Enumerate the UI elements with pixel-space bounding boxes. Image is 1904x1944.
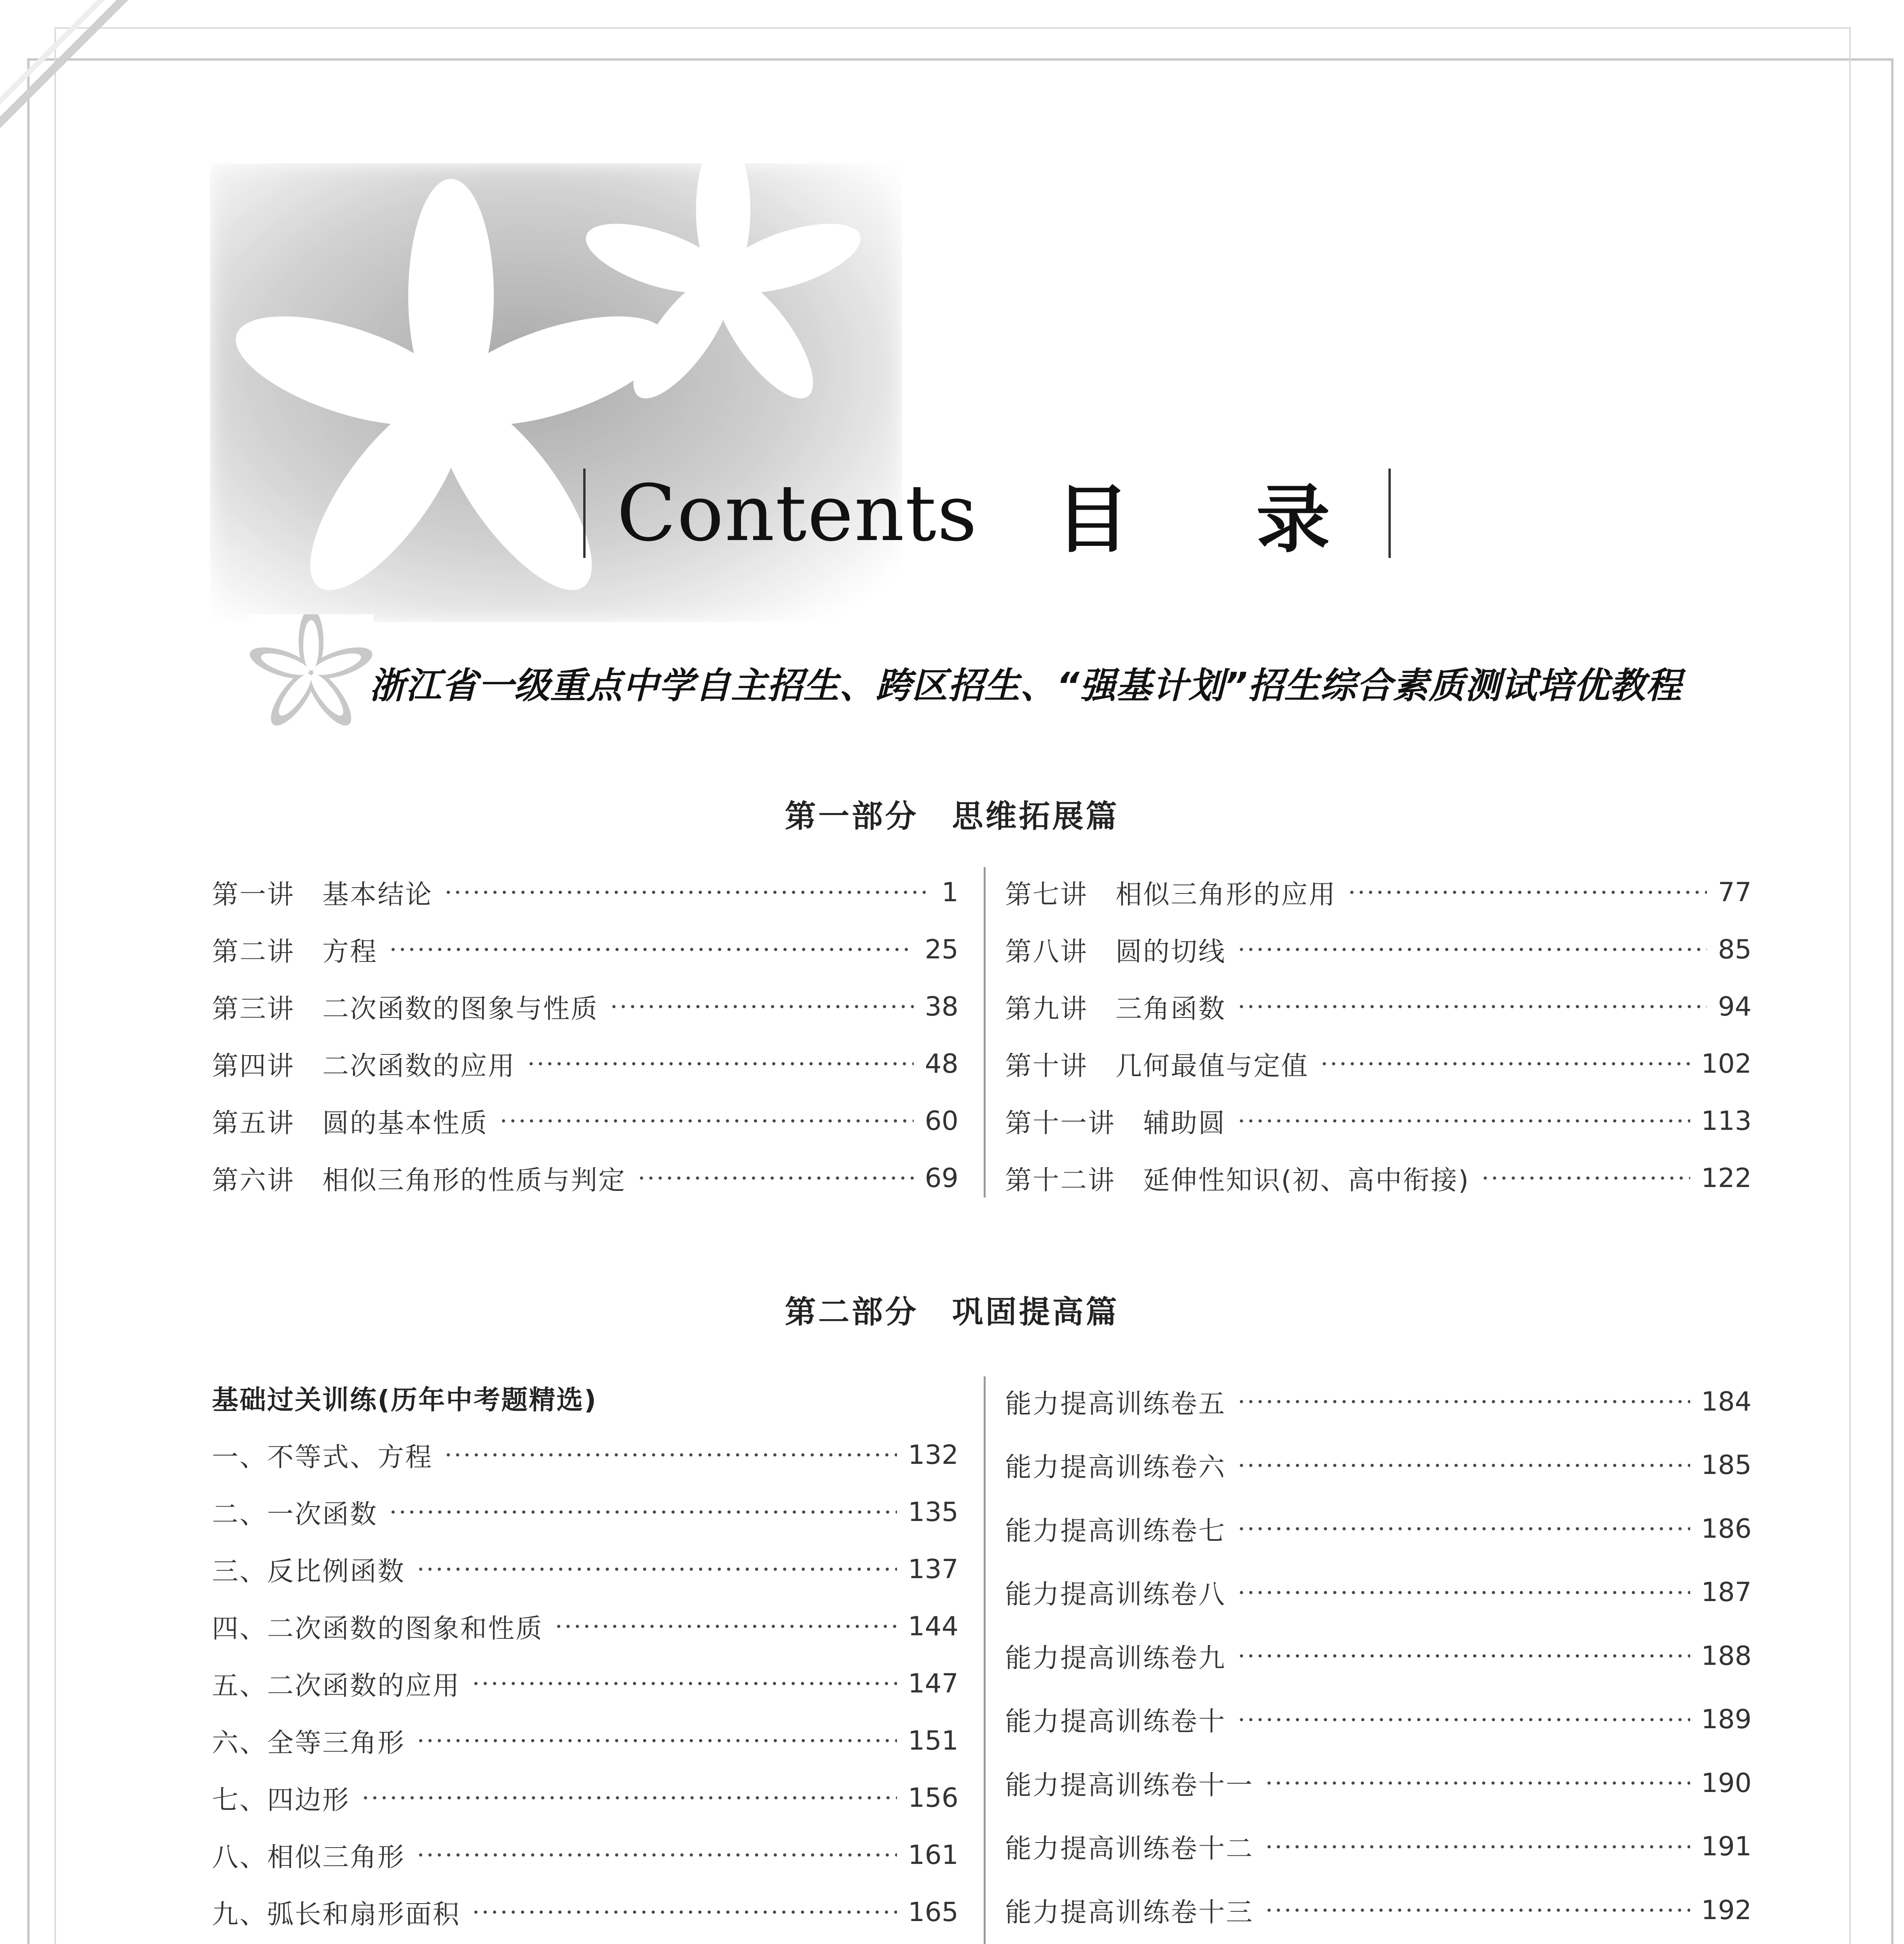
toc-page-number: 165	[908, 1897, 958, 1928]
toc-entry[interactable]	[212, 1434, 958, 1476]
toc-page-number: 85	[1718, 934, 1752, 965]
toc-leader-dots	[388, 948, 914, 951]
toc-leader-dots	[471, 1910, 897, 1914]
toc-page-number: 60	[925, 1105, 958, 1136]
toc-entry[interactable]	[1005, 1100, 1752, 1142]
toc-entry[interactable]	[212, 1548, 958, 1591]
toc-page-number: 185	[1701, 1450, 1752, 1481]
toc-entry[interactable]	[212, 1891, 958, 1934]
part2-right-column	[1005, 1380, 1752, 1944]
toc-entry-title: 能力提高训练卷十二	[1005, 1834, 1254, 1864]
toc-entry[interactable]	[212, 985, 958, 1028]
toc-leader-dots	[609, 1005, 914, 1009]
part1-right-column	[1005, 871, 1752, 1213]
toc-page-number: 69	[925, 1163, 958, 1194]
toc-leader-dots	[1237, 948, 1707, 951]
toc-page-number: 191	[1701, 1831, 1752, 1862]
toc-page-number: 38	[925, 991, 958, 1022]
toc-page-number: 156	[908, 1782, 958, 1813]
toc-page-number: 189	[1701, 1704, 1752, 1735]
corner-fold-top-left	[0, 0, 140, 140]
toc-entry[interactable]	[212, 1834, 958, 1876]
toc-leader-dots	[1347, 890, 1707, 894]
part1-left-column	[212, 871, 958, 1213]
toc-entry-title: 能力提高训练卷十一	[1005, 1770, 1254, 1801]
toc-entry[interactable]	[212, 871, 958, 914]
contents-word: Contents	[617, 468, 978, 559]
toc-page-number: 122	[1701, 1163, 1752, 1194]
book-title: 浙江省一级重点中学自主招生、跨区招生、“强基计划”招生综合素质测试培优教程	[369, 665, 1682, 706]
toc-entry-title: 一、不等式、方程	[212, 1442, 433, 1473]
toc-entry[interactable]	[1005, 1825, 1752, 1868]
toc-entry-title: 三、反比例函数	[212, 1556, 406, 1587]
toc-leader-dots	[416, 1739, 897, 1743]
mulu-title: 目 录	[1055, 476, 1381, 563]
toc-entry[interactable]	[212, 928, 958, 971]
toc-leader-dots	[471, 1682, 897, 1685]
toc-page-number: 135	[908, 1496, 958, 1528]
toc-entry-title: 第九讲 三角函数	[1005, 993, 1226, 1024]
toc-page-number: 190	[1701, 1767, 1752, 1799]
toc-entry-title: 八、相似三角形	[212, 1842, 406, 1873]
toc-entry[interactable]	[212, 1662, 958, 1705]
toc-page-number: 161	[908, 1839, 958, 1871]
toc-entry[interactable]	[1005, 928, 1752, 971]
toc-entry[interactable]	[212, 1776, 958, 1819]
toc-entry[interactable]	[1005, 1507, 1752, 1550]
section-heading-basic: 基础过关训练(历年中考题精选)	[212, 1385, 598, 1416]
toc-leader-dots	[1237, 1463, 1690, 1467]
toc-leader-dots	[637, 1176, 914, 1180]
toc-page-number: 186	[1701, 1513, 1752, 1544]
part1-column-divider	[984, 867, 986, 1198]
title-left-bar	[583, 469, 586, 558]
toc-leader-dots	[416, 1853, 897, 1857]
toc-leader-dots	[416, 1567, 897, 1571]
toc-entry-title: 能力提高训练卷五	[1005, 1388, 1226, 1420]
toc-leader-dots	[554, 1624, 897, 1628]
toc-entry[interactable]	[1005, 1444, 1752, 1487]
toc-entry[interactable]	[1005, 1635, 1752, 1677]
toc-leader-dots	[1264, 1845, 1690, 1849]
toc-entry[interactable]	[212, 1100, 958, 1142]
toc-leader-dots	[1237, 1400, 1690, 1404]
toc-page-number: 188	[1701, 1640, 1752, 1671]
toc-leader-dots	[1481, 1176, 1690, 1180]
toc-entry-title: 能力提高训练卷十三	[1005, 1897, 1254, 1928]
toc-page-number: 48	[925, 1048, 958, 1079]
toc-entry-title: 能力提高训练卷九	[1005, 1643, 1226, 1674]
toc-entry-title: 第六讲 相似三角形的性质与判定	[212, 1165, 626, 1196]
toc-leader-dots	[526, 1062, 914, 1066]
toc-page-number: 147	[908, 1668, 958, 1699]
toc-entry[interactable]	[1005, 985, 1752, 1028]
toc-entry-title: 四、二次函数的图象和性质	[212, 1613, 544, 1644]
toc-leader-dots	[1237, 1005, 1707, 1009]
toc-leader-dots	[1237, 1591, 1690, 1594]
toc-leader-dots	[1237, 1527, 1690, 1531]
toc-leader-dots	[1237, 1119, 1690, 1123]
toc-entry[interactable]	[212, 1042, 958, 1085]
toc-entry-title: 第四讲 二次函数的应用	[212, 1051, 516, 1082]
part2-heading: 第二部分 巩固提高篇	[785, 1294, 1119, 1330]
toc-entry-title: 能力提高训练卷十	[1005, 1706, 1226, 1737]
part2-left-column	[212, 1376, 958, 1944]
toc-page-number: 184	[1701, 1386, 1752, 1417]
toc-entry[interactable]	[1005, 1571, 1752, 1614]
toc-entry-title: 第五讲 圆的基本性质	[212, 1108, 488, 1139]
toc-page-number: 1	[941, 877, 958, 908]
part2-column-divider	[984, 1376, 986, 1944]
toc-entry-title: 第二讲 方程	[212, 936, 378, 967]
flower-bullet-icon	[249, 614, 373, 731]
toc-entry[interactable]	[1005, 1042, 1752, 1085]
toc-leader-dots	[444, 1453, 897, 1457]
toc-entry-title: 九、弧长和扇形面积	[212, 1899, 461, 1930]
toc-entry-title: 第一讲 基本结论	[212, 879, 433, 910]
toc-entry[interactable]	[1005, 1380, 1752, 1423]
toc-leader-dots	[1237, 1718, 1690, 1722]
toc-page-number: 102	[1701, 1048, 1752, 1079]
toc-entry-title: 能力提高训练卷八	[1005, 1579, 1226, 1610]
toc-entry-title: 六、全等三角形	[212, 1727, 406, 1759]
toc-page-number: 25	[925, 934, 958, 965]
toc-page-number: 151	[908, 1725, 958, 1756]
toc-entry[interactable]	[1005, 1157, 1752, 1199]
toc-leader-dots	[499, 1119, 914, 1123]
toc-entry-title: 五、二次函数的应用	[212, 1670, 461, 1701]
toc-entry[interactable]	[1005, 1698, 1752, 1741]
toc-entry[interactable]	[212, 1491, 958, 1533]
toc-page-number: 94	[1718, 991, 1752, 1022]
toc-leader-dots	[444, 890, 931, 894]
toc-entry-title: 第十讲 几何最值与定值	[1005, 1051, 1309, 1082]
toc-entry[interactable]	[1005, 1762, 1752, 1804]
toc-entry-title: 第七讲 相似三角形的应用	[1005, 879, 1337, 910]
toc-leader-dots	[1237, 1654, 1690, 1658]
part1-heading: 第一部分 思维拓展篇	[785, 798, 1119, 834]
toc-leader-dots	[1264, 1781, 1690, 1785]
toc-entry-title: 二、一次函数	[212, 1499, 378, 1530]
toc-entry-title: 能力提高训练卷七	[1005, 1516, 1226, 1547]
toc-entry[interactable]	[212, 1719, 958, 1762]
toc-leader-dots	[1264, 1908, 1690, 1912]
toc-entry[interactable]	[212, 1157, 958, 1199]
toc-leader-dots	[1320, 1062, 1690, 1066]
toc-page-number: 192	[1701, 1895, 1752, 1926]
toc-leader-dots	[361, 1796, 897, 1800]
toc-entry-title: 第十二讲 延伸性知识(初、高中衔接)	[1005, 1165, 1470, 1196]
toc-page-number: 137	[908, 1554, 958, 1585]
toc-page-number: 132	[908, 1439, 958, 1470]
title-right-bar	[1388, 469, 1391, 558]
toc-page-number: 77	[1718, 877, 1752, 908]
toc-entry-title: 第三讲 二次函数的图象与性质	[212, 993, 599, 1024]
toc-entry-title: 七、四边形	[212, 1785, 350, 1816]
toc-entry[interactable]	[1005, 871, 1752, 914]
toc-leader-dots	[388, 1510, 897, 1514]
toc-entry-title: 能力提高训练卷六	[1005, 1452, 1226, 1483]
toc-entry-title: 第十一讲 辅助圆	[1005, 1108, 1226, 1139]
contents-title	[583, 451, 1391, 575]
toc-page-number: 113	[1701, 1105, 1752, 1136]
toc-page-number: 144	[908, 1611, 958, 1642]
toc-entry[interactable]	[212, 1605, 958, 1648]
toc-entry-title: 第八讲 圆的切线	[1005, 936, 1226, 967]
toc-page-number: 187	[1701, 1577, 1752, 1608]
toc-entry[interactable]	[1005, 1889, 1752, 1932]
